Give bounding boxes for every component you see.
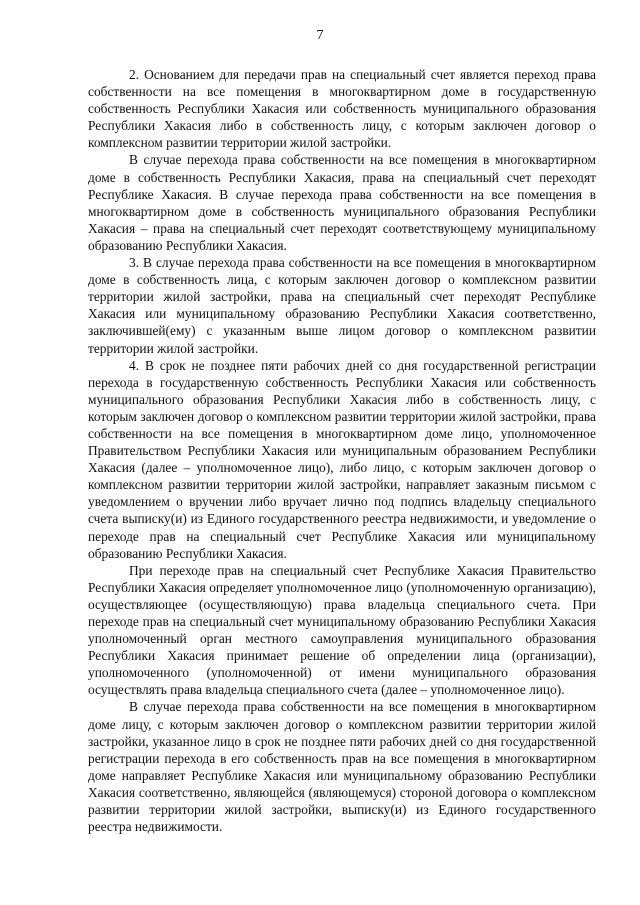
paragraph-authorized-person: При переходе прав на специальный счет Республике Хакасия Правительство Республики Хакасия определяет уполномоченное лицо (уполномоченную организацию), осуществляющее (осуществляющую) права владельца специального счета. При переходе прав на специальный счет муниципальному образованию Республики Хакасия уполномоченный орган местного самоуправления муниципального образования Республики Хакасия принимает решение об определении лица (организации), уполномоченного (уполномоченной) от имени муниципального образования осуществлять права владельца специального счета (далее – уполномоченное лицо). — [88, 562, 596, 698]
paragraph-item-3: 3. В случае перехода права собственности на все помещения в многоквартирном доме в собственность лица, с которым заключен договор о комплексном развитии территории жилой застройки, права на специальный счет переходят Республике Хакасия или муниципальному образованию Республики Хакасия соответственно, заключившей(ему) с указанным выше лицом договор о комплексном развитии территории жилой застройки. — [88, 255, 596, 356]
paragraph-developer-transfer: В случае перехода права собственности на все помещения в многоквартирном доме лицу, с которым заключен договор о комплексном развитии территории жилой застройки, указанное лицо в срок не позднее пяти рабочих дней со дня государственной регистрации перехода в его собственность прав на все помещения в многоквартирном доме направляет Республике Хакасия или муниципальному образованию Республики Хакасия соответственно, являющейся (являющемуся) стороной договора о комплексном развитии территории жилой застройки, выписку(и) из Единого государственного реестра недвижимости. — [88, 699, 596, 835]
document-body — [88, 66, 596, 835]
page-number: 7 — [316, 28, 324, 43]
paragraph-item-4: 4. В срок не позднее пяти рабочих дней со дня государственной регистрации перехода в государственную собственность Республики Хакасия или собственность муниципального образования Республики Хакасия либо в собственность лицу, с которым заключен договор о комплексном развитии территории жилой застройки, права собственности на все помещения в многоквартирном доме лицо, уполномоченное Правительством Республики Хакасия или муниципальным образованием Республики Хакасия (далее – уполномоченное лицо), либо лицо, с которым заключен договор о комплексном развитии территории жилой застройки, направляет заказным письмом с уведомлением о вручении либо вручает лично под подпись владельцу специального счета выписку(и) из Единого государственного реестра недвижимости, и уведомление о переходе прав на специальный счет Республике Хакасия или муниципальному образованию Республики Хакасия. — [88, 357, 596, 561]
paragraph-republic-transfer: В случае перехода права собственности на все помещения в многоквартирном доме в собственность Республики Хакасия, права на специальный счет переходят Республике Хакасия. В случае перехода права собственности на все помещения в многоквартирном доме в собственность муниципального образования Республики Хакасия – права на специальный счет переходят соответствующему муниципальному образованию Республики Хакасия. — [88, 152, 596, 253]
paragraph-item-2: 2. Основанием для передачи прав на специальный счет является переход права собственности на все помещения в многоквартирном доме в государственную собственность Республики Хакасия или собственность муниципального образования Республики Хакасия либо в собственность лицу, с которым заключен договор о комплексном развитии территории жилой застройки. — [88, 67, 596, 151]
